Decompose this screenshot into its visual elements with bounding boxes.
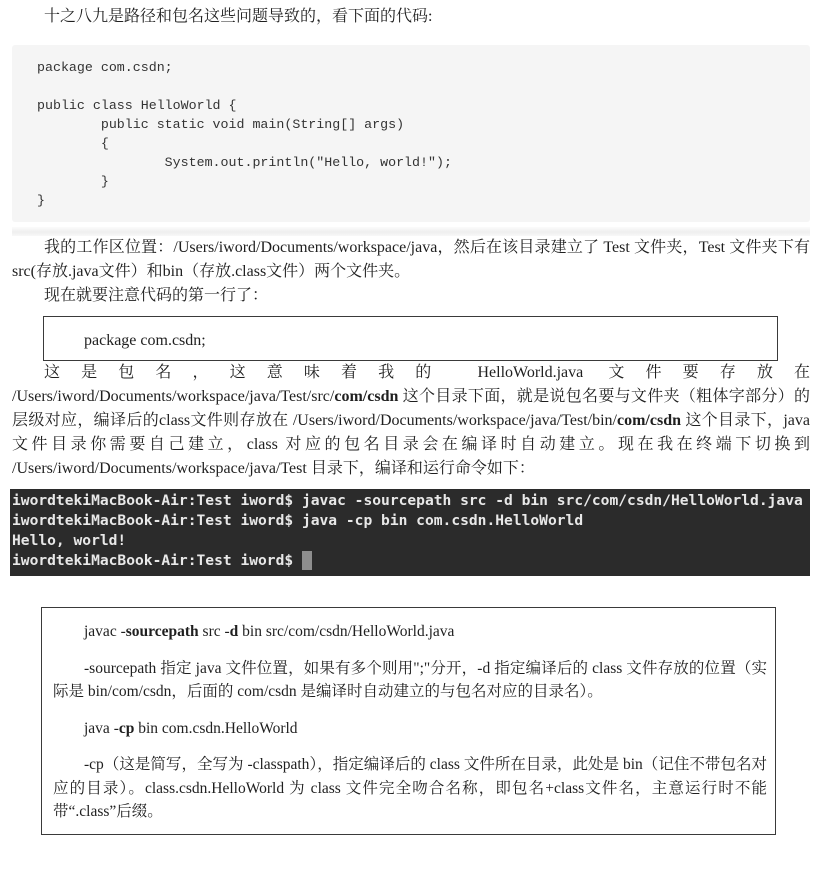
workspace-paragraph: 我的工作区位置：/Users/iword/Documents/workspace/java，然后在该目录建立了 Test 文件夹，Test 文件夹下有 src(存放.java文件）和bin（存放.class文件）两个文件夹。 xyxy=(12,239,810,280)
terminal-output: Hello, world! xyxy=(12,532,127,549)
command-explanation-box xyxy=(41,607,776,835)
javac-command-end: bin src/com/csdn/HelloWorld.java xyxy=(238,623,455,640)
src-path-prefix: /Users/iword/Documents/workspace/java/Test/src/ xyxy=(12,388,335,405)
terminal-prompt: iwordtekiMacBook-Air:Test iword$ xyxy=(12,512,302,529)
text-segment: 这个目录下面，就是说包名要与文件夹（粗体字部分）的层级对应，编译后的class文件则存放在 xyxy=(12,388,810,429)
terminal-window xyxy=(10,489,810,576)
bin-path-package-bold: com/csdn xyxy=(616,412,681,429)
java-command-end: bin com.csdn.HelloWorld xyxy=(134,719,298,737)
bin-path xyxy=(293,412,681,429)
terminal-line-compile xyxy=(12,491,810,511)
code-line-open-brace: { xyxy=(37,136,109,151)
java-command xyxy=(53,717,767,741)
intro-paragraph: 十之八九是路径和包名这些问题导致的，看下面的代码: xyxy=(44,8,433,25)
src-path-package-bold: com/csdn xyxy=(334,388,399,405)
terminal-line-run xyxy=(12,511,810,531)
code-line-class-declaration: public class HelloWorld { xyxy=(37,98,237,113)
javac-command-middle: src - xyxy=(198,623,230,640)
terminal-compile-command: javac -sourcepath src -d bin src/com/csdn/HelloWorld.java xyxy=(301,492,803,509)
d-option-bold: d xyxy=(229,623,239,640)
text-segment: 目录下，编译和运行命令如下： xyxy=(306,460,535,477)
code-line-println: System.out.println("Hello, world!"); xyxy=(37,155,452,170)
javac-command-start: javac - xyxy=(84,623,126,640)
bin-path-prefix: /Users/iword/Documents/workspace/java/Test/bin/ xyxy=(292,412,617,429)
java-note: -cp（这是简写，全写为 -classpath），指定编译后的 class 文件所在目录，此处是 bin（记住不带包名对应的目录）。class.csdn.HelloWorld 为 class 文件完全吻合名称，即包名+class文件名，主意运行时不能带“.class”后缀。 xyxy=(53,756,767,820)
code-line-close-brace-method: } xyxy=(37,174,109,189)
text-segment: 这是包名，这意味着我的 HelloWorld.java 文件要存放在 xyxy=(44,364,810,381)
src-path xyxy=(12,388,398,405)
terminal-line-idle xyxy=(12,551,810,571)
code-line-close-brace-class: } xyxy=(37,193,45,208)
terminal-line-output xyxy=(12,531,810,551)
sourcepath-option-bold: sourcepath xyxy=(125,623,199,640)
terminal-run-command: java -cp bin com.csdn.HelloWorld xyxy=(301,512,584,529)
javac-command xyxy=(53,620,767,644)
code-block xyxy=(12,45,810,222)
terminal-prompt: iwordtekiMacBook-Air:Test iword$ xyxy=(12,492,302,509)
text-segment: 这个目录下，java文件目录你需要自己建立，class 对应的包名目录会在编译时自动建立。现在我在终端下切换到 xyxy=(12,412,810,453)
test-path: /Users/iword/Documents/workspace/java/Test xyxy=(12,460,307,477)
terminal-prompt: iwordtekiMacBook-Air:Test iword$ xyxy=(12,552,302,569)
javac-note: -sourcepath 指定 java 文件位置，如果有多个则用";"分开，-d 指定编译后的 class 文件存放的位置（实际是 bin/com/csdn，后面的 com/csdn 是编译时自动建立的与包名对应的目录名）。 xyxy=(53,659,767,700)
cp-option-bold: cp xyxy=(118,719,135,737)
code-block-shadow xyxy=(12,227,810,236)
terminal-cursor xyxy=(302,551,312,570)
package-declaration: package com.csdn; xyxy=(84,332,206,349)
java-command-start: java - xyxy=(84,719,119,737)
code-line-package: package com.csdn; xyxy=(37,60,173,75)
code-line-main-method: public static void main(String[] args) xyxy=(37,117,405,132)
package-explanation-paragraph xyxy=(12,361,810,481)
package-declaration-box xyxy=(43,316,778,361)
first-line-note: 现在就要注意代码的第一行了： xyxy=(44,287,269,304)
code-line-blank xyxy=(37,77,785,96)
